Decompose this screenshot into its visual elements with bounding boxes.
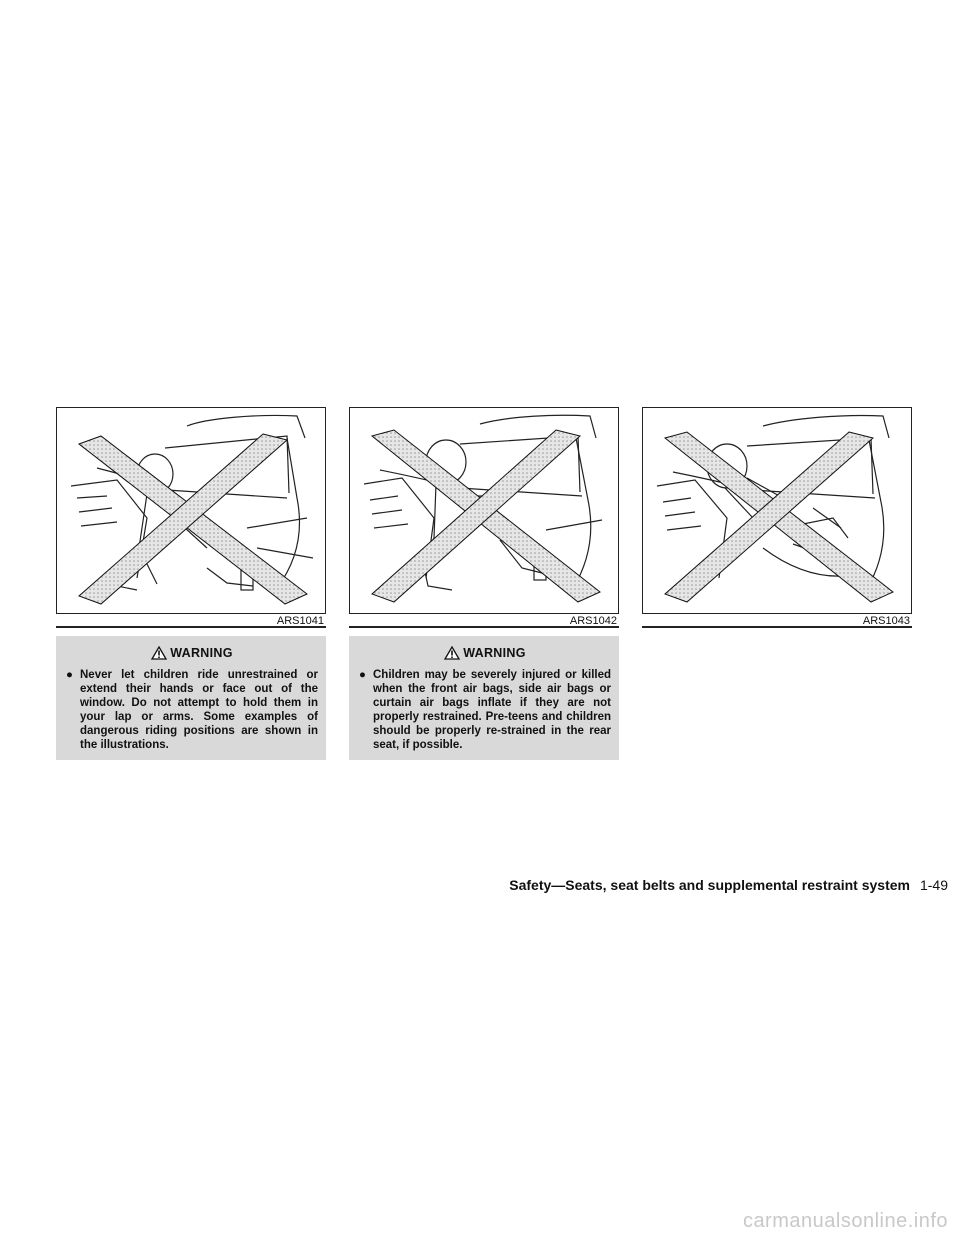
warning-label: WARNING bbox=[170, 646, 233, 660]
warning-box-children-unrestrained bbox=[56, 636, 326, 760]
illustration-ars1041 bbox=[56, 407, 326, 628]
illustration-frame bbox=[56, 407, 326, 614]
figure-caption-bar bbox=[56, 614, 326, 628]
illustration-ars1043 bbox=[642, 407, 912, 628]
illustration-frame bbox=[642, 407, 912, 614]
page-number: 1-49 bbox=[919, 877, 948, 893]
bullet-icon: ● bbox=[66, 669, 73, 681]
figure-caption-bar bbox=[642, 614, 912, 628]
warning-triangle-icon bbox=[151, 646, 167, 660]
figure-code: ARS1042 bbox=[569, 615, 617, 627]
warning-box-air-bags bbox=[349, 636, 619, 760]
site-watermark: carmanualsonline.info bbox=[742, 1210, 948, 1232]
warning-triangle-icon bbox=[444, 646, 460, 660]
figure-code: ARS1041 bbox=[276, 615, 324, 627]
warning-text: Never let children ride unrestrained or extend their hands or face out of the window. Do not attempt to hold them in your lap or arms. Some examples of dangerous riding positions are shown in the illustrations. bbox=[80, 669, 318, 751]
bullet-icon: ● bbox=[359, 669, 366, 681]
warning-heading bbox=[359, 644, 611, 662]
warning-text: Children may be severely injured or killed when the front air bags, side air bags or curtain air bags inflate if they are not properly restrained. Pre-teens and children should be properly re-strained in the rear seat, if possible. bbox=[373, 669, 611, 751]
warning-bullet-item bbox=[359, 668, 611, 752]
child-kneeling-illustration bbox=[350, 408, 618, 613]
figure-code: ARS1043 bbox=[862, 615, 910, 627]
page-footer bbox=[0, 876, 948, 894]
warning-bullet-item bbox=[66, 668, 318, 752]
figure-caption-bar bbox=[349, 614, 619, 628]
section-title: Safety—Seats, seat belts and supplemental restraint system bbox=[509, 877, 910, 893]
illustration-ars1042 bbox=[349, 407, 619, 628]
child-standing-illustration bbox=[57, 408, 325, 613]
child-seated-unrestrained-illustration bbox=[643, 408, 911, 613]
warning-heading bbox=[66, 644, 318, 662]
illustration-frame bbox=[349, 407, 619, 614]
warning-label: WARNING bbox=[463, 646, 526, 660]
